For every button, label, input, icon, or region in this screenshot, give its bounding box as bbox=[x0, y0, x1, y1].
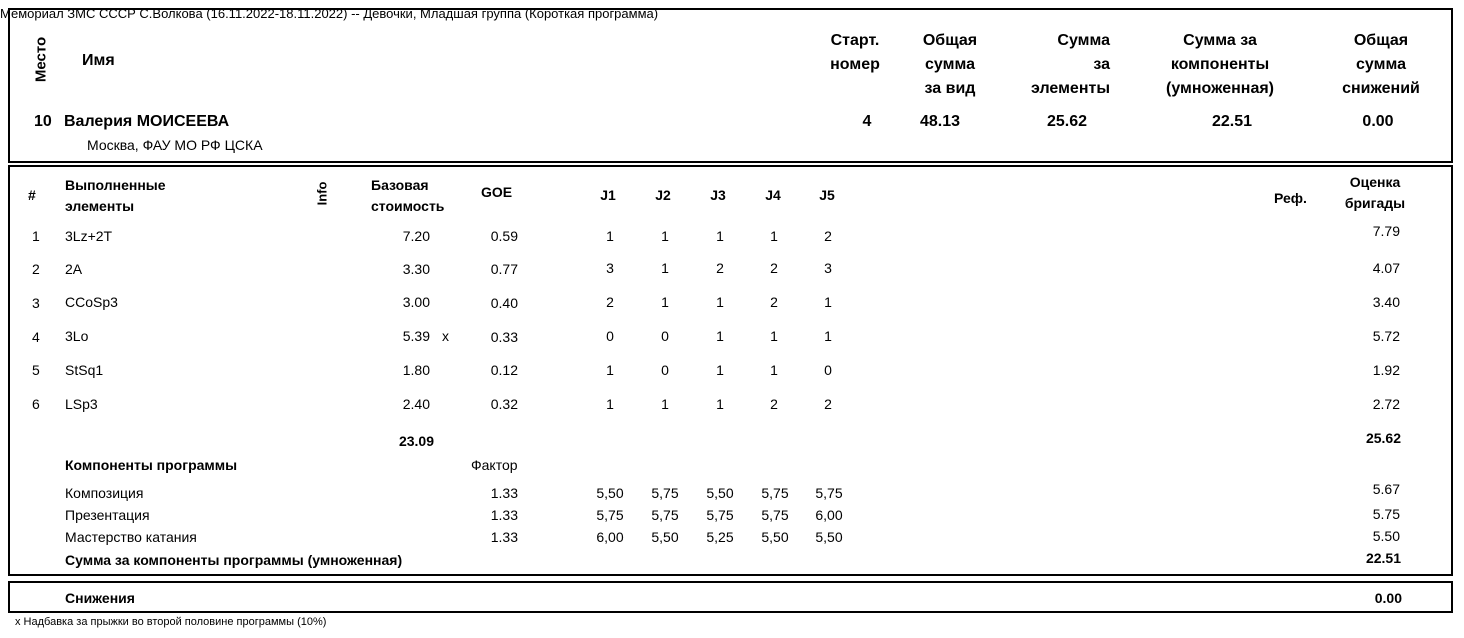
component-j5: 5,75 bbox=[815, 485, 843, 501]
components-sum-header-line1: Сумма за bbox=[1183, 32, 1257, 49]
element-j1: 1 bbox=[606, 362, 614, 378]
element-j3: 2 bbox=[716, 260, 724, 276]
deductions-sum-header-line3: снижений bbox=[1342, 80, 1420, 97]
total-header-line2: сумма bbox=[925, 56, 975, 73]
element-j2: 1 bbox=[661, 228, 669, 244]
element-num: 2 bbox=[32, 261, 40, 277]
element-base: 7.20 bbox=[402, 228, 430, 244]
total-header bbox=[905, 29, 995, 101]
element-base: 1.80 bbox=[402, 362, 430, 378]
components-sum-header-line2: компоненты bbox=[1170, 56, 1270, 73]
components-total-label: Сумма за компоненты программы (умноженная) bbox=[65, 552, 403, 568]
base-header-line2: стоимость bbox=[371, 198, 445, 214]
skater-place: 10 bbox=[34, 113, 52, 130]
ref-header: Реф. bbox=[1274, 190, 1307, 206]
element-num: 3 bbox=[32, 295, 40, 311]
element-j1: 3 bbox=[606, 260, 614, 276]
total-header-line1: Общая bbox=[922, 32, 978, 49]
element-code: LSp3 bbox=[65, 396, 98, 412]
event-title: Мемориал ЗМС СССР С.Волкова (16.11.2022-18.11.2022) -- Девочки, Младшая группа (Короткая программа) bbox=[0, 6, 659, 21]
elements-header-line2: элементы bbox=[65, 198, 135, 214]
components-title: Компоненты программы bbox=[65, 457, 238, 473]
base-header bbox=[371, 175, 444, 217]
name-header: Имя bbox=[82, 52, 115, 69]
element-score: 2.72 bbox=[1372, 396, 1400, 412]
skater-total: 48.13 bbox=[919, 113, 961, 130]
component-j4: 5,75 bbox=[761, 507, 789, 523]
element-j5: 2 bbox=[824, 228, 832, 244]
component-j5: 6,00 bbox=[815, 507, 843, 523]
element-j2: 0 bbox=[661, 328, 669, 344]
element-goe: 0.77 bbox=[490, 261, 518, 277]
element-num: 1 bbox=[32, 228, 40, 244]
component-name: Презентация bbox=[65, 507, 150, 523]
panel-score-header bbox=[1335, 172, 1415, 214]
element-j5: 3 bbox=[824, 260, 832, 276]
element-score: 3.40 bbox=[1372, 294, 1400, 310]
elements-sum-header-line1: Сумма bbox=[1057, 32, 1110, 49]
place-header: Место bbox=[32, 36, 50, 83]
component-factor: 1.33 bbox=[490, 529, 518, 545]
panel-score-header-line1: Оценка bbox=[1349, 174, 1401, 190]
components-sum-header-line3: (умноженная) bbox=[1166, 80, 1274, 97]
skater-club: Москва, ФАУ МО РФ ЦСКА bbox=[87, 137, 263, 153]
component-j3: 5,50 bbox=[706, 485, 734, 501]
element-goe: 0.12 bbox=[490, 362, 518, 378]
skater-elements-sum: 25.62 bbox=[1046, 113, 1088, 130]
skater-components-sum: 22.51 bbox=[1211, 113, 1253, 130]
element-j2: 1 bbox=[661, 396, 669, 412]
element-j4: 2 bbox=[770, 294, 778, 310]
base-total: 23.09 bbox=[398, 433, 434, 449]
element-j5: 2 bbox=[824, 396, 832, 412]
component-j2: 5,50 bbox=[651, 529, 679, 545]
element-code: StSq1 bbox=[65, 362, 104, 378]
elements-header bbox=[65, 175, 166, 217]
components-sum-header bbox=[1150, 29, 1290, 101]
component-j3: 5,25 bbox=[706, 529, 734, 545]
element-j2: 0 bbox=[661, 362, 669, 378]
j2-header: J2 bbox=[655, 187, 671, 203]
element-goe: 0.32 bbox=[490, 396, 518, 412]
deductions-box bbox=[8, 581, 1453, 613]
element-goe: 0.33 bbox=[490, 329, 518, 345]
component-j3: 5,75 bbox=[706, 507, 734, 523]
component-j4: 5,50 bbox=[761, 529, 789, 545]
component-j5: 5,50 bbox=[815, 529, 843, 545]
component-j1: 5,50 bbox=[596, 485, 624, 501]
element-base: 5.39 bbox=[402, 328, 430, 344]
deductions-sum-header-line2: сумма bbox=[1356, 56, 1406, 73]
j3-header: J3 bbox=[710, 187, 726, 203]
element-base: 3.00 bbox=[402, 294, 430, 310]
element-score: 5.72 bbox=[1372, 328, 1400, 344]
base-header-line1: Базовая bbox=[371, 177, 429, 193]
element-j3: 1 bbox=[716, 362, 724, 378]
component-j1: 6,00 bbox=[596, 529, 624, 545]
component-factor: 1.33 bbox=[490, 485, 518, 501]
element-code: 2A bbox=[65, 261, 83, 277]
start-no-header bbox=[815, 29, 895, 77]
element-num: 4 bbox=[32, 329, 40, 345]
element-j1: 1 bbox=[606, 228, 614, 244]
element-base: 3.30 bbox=[402, 261, 430, 277]
j5-header: J5 bbox=[819, 187, 835, 203]
skater-deductions-sum: 0.00 bbox=[1362, 113, 1394, 130]
component-name: Мастерство катания bbox=[65, 529, 197, 545]
element-j5: 0 bbox=[824, 362, 832, 378]
element-num: 5 bbox=[32, 362, 40, 378]
deductions-label: Снижения bbox=[65, 590, 135, 606]
num-header: # bbox=[28, 187, 36, 203]
element-j4: 1 bbox=[770, 362, 778, 378]
deductions-sum-header-line1: Общая bbox=[1353, 32, 1409, 49]
component-score: 5.67 bbox=[1372, 481, 1400, 497]
element-j1: 2 bbox=[606, 294, 614, 310]
j1-header: J1 bbox=[600, 187, 616, 203]
component-score: 5.50 bbox=[1372, 528, 1400, 544]
skater-name: Валерия МОИСЕЕВА bbox=[64, 113, 230, 130]
elements-sum-header-line2: за bbox=[1093, 56, 1110, 73]
element-j5: 1 bbox=[824, 328, 832, 344]
element-j3: 1 bbox=[716, 294, 724, 310]
element-j3: 1 bbox=[716, 228, 724, 244]
element-base: 2.40 bbox=[402, 396, 430, 412]
elements-header-line1: Выполненные bbox=[65, 177, 166, 193]
element-j1: 0 bbox=[606, 328, 614, 344]
deductions-sum-header bbox=[1325, 29, 1437, 101]
component-j2: 5,75 bbox=[651, 507, 679, 523]
goe-header: GOE bbox=[481, 184, 513, 200]
element-j4: 1 bbox=[770, 228, 778, 244]
panel-score-header-line2: бригады bbox=[1344, 195, 1406, 211]
component-j2: 5,75 bbox=[651, 485, 679, 501]
element-goe: 0.59 bbox=[490, 228, 518, 244]
deductions-value: 0.00 bbox=[1374, 590, 1402, 606]
element-j2: 1 bbox=[661, 294, 669, 310]
elements-score-total: 25.62 bbox=[1365, 430, 1401, 446]
element-j4: 2 bbox=[770, 396, 778, 412]
element-code: 3Lo bbox=[65, 328, 89, 344]
footnote: x Надбавка за прыжки во второй половине программы (10%) bbox=[15, 616, 327, 628]
elements-sum-header bbox=[1010, 29, 1110, 101]
element-code: 3Lz+2T bbox=[65, 228, 113, 244]
factor-header: Фактор bbox=[471, 457, 518, 473]
element-j5: 1 bbox=[824, 294, 832, 310]
elements-sum-header-line3: элементы bbox=[1031, 80, 1110, 97]
component-j1: 5,75 bbox=[596, 507, 624, 523]
component-factor: 1.33 bbox=[490, 507, 518, 523]
element-j3: 1 bbox=[716, 328, 724, 344]
component-j4: 5,75 bbox=[761, 485, 789, 501]
component-score: 5.75 bbox=[1372, 506, 1400, 522]
skater-start-no: 4 bbox=[862, 113, 872, 130]
j4-header: J4 bbox=[765, 187, 781, 203]
start-no-header-line1: Старт. bbox=[830, 32, 880, 49]
element-j3: 1 bbox=[716, 396, 724, 412]
element-score: 7.79 bbox=[1372, 223, 1400, 239]
element-goe: 0.40 bbox=[490, 295, 518, 311]
element-j4: 2 bbox=[770, 260, 778, 276]
start-no-header-line2: номер bbox=[830, 56, 880, 73]
element-j4: 1 bbox=[770, 328, 778, 344]
element-score: 1.92 bbox=[1372, 362, 1400, 378]
element-score: 4.07 bbox=[1372, 260, 1400, 276]
info-header: Info bbox=[314, 181, 330, 206]
element-j1: 1 bbox=[606, 396, 614, 412]
component-name: Композиция bbox=[65, 485, 144, 501]
element-code: CCoSp3 bbox=[65, 294, 118, 310]
element-info: x bbox=[442, 328, 449, 344]
total-header-line3: за вид bbox=[924, 80, 976, 97]
components-total: 22.51 bbox=[1365, 550, 1401, 566]
element-num: 6 bbox=[32, 396, 40, 412]
element-j2: 1 bbox=[661, 260, 669, 276]
